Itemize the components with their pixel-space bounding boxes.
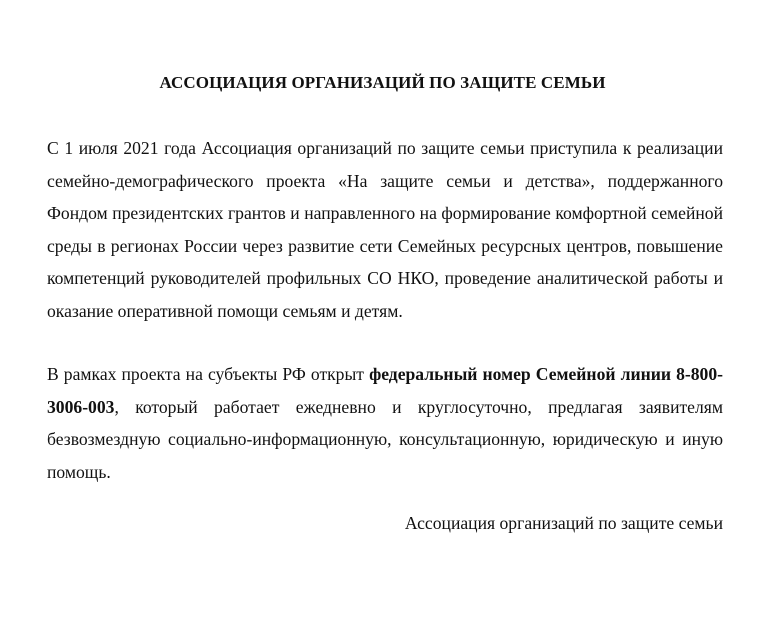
- document-title: АССОЦИАЦИЯ ОРГАНИЗАЦИЙ ПО ЗАЩИТЕ СЕМЬИ: [159, 73, 606, 92]
- hotline-phone-number: 8-800-3006-003: [47, 364, 723, 417]
- document-signature: Ассоциация организаций по защите семьи: [404, 513, 723, 533]
- hotline-description-text: , который работает ежедневно и круглосуточно, предлагая заявителям безвозмездную социально-информационную, консультационную, юридическую и иную помощь.: [47, 396, 723, 482]
- hotline-intro-text: В рамках проекта на субъекты РФ открыт: [47, 364, 370, 384]
- paragraph-project-intro: С 1 июля 2021 года Ассоциация организаций по защите семьи приступила к реализации семейно-демографического проекта «На защите семьи и детства», поддержанного Фондом президентских грантов и направленного на формирование комфортной семейной среды в регионах России через развитие сети Семейных ресурсных центров, повышение компетенций руководителей профильных СО НКО, проведение аналитической работы и оказание оперативной помощи семьям и детям.: [47, 138, 723, 321]
- hotline-label: федеральный номер Семейной линии: [369, 364, 671, 384]
- paragraph-hotline: [47, 358, 723, 488]
